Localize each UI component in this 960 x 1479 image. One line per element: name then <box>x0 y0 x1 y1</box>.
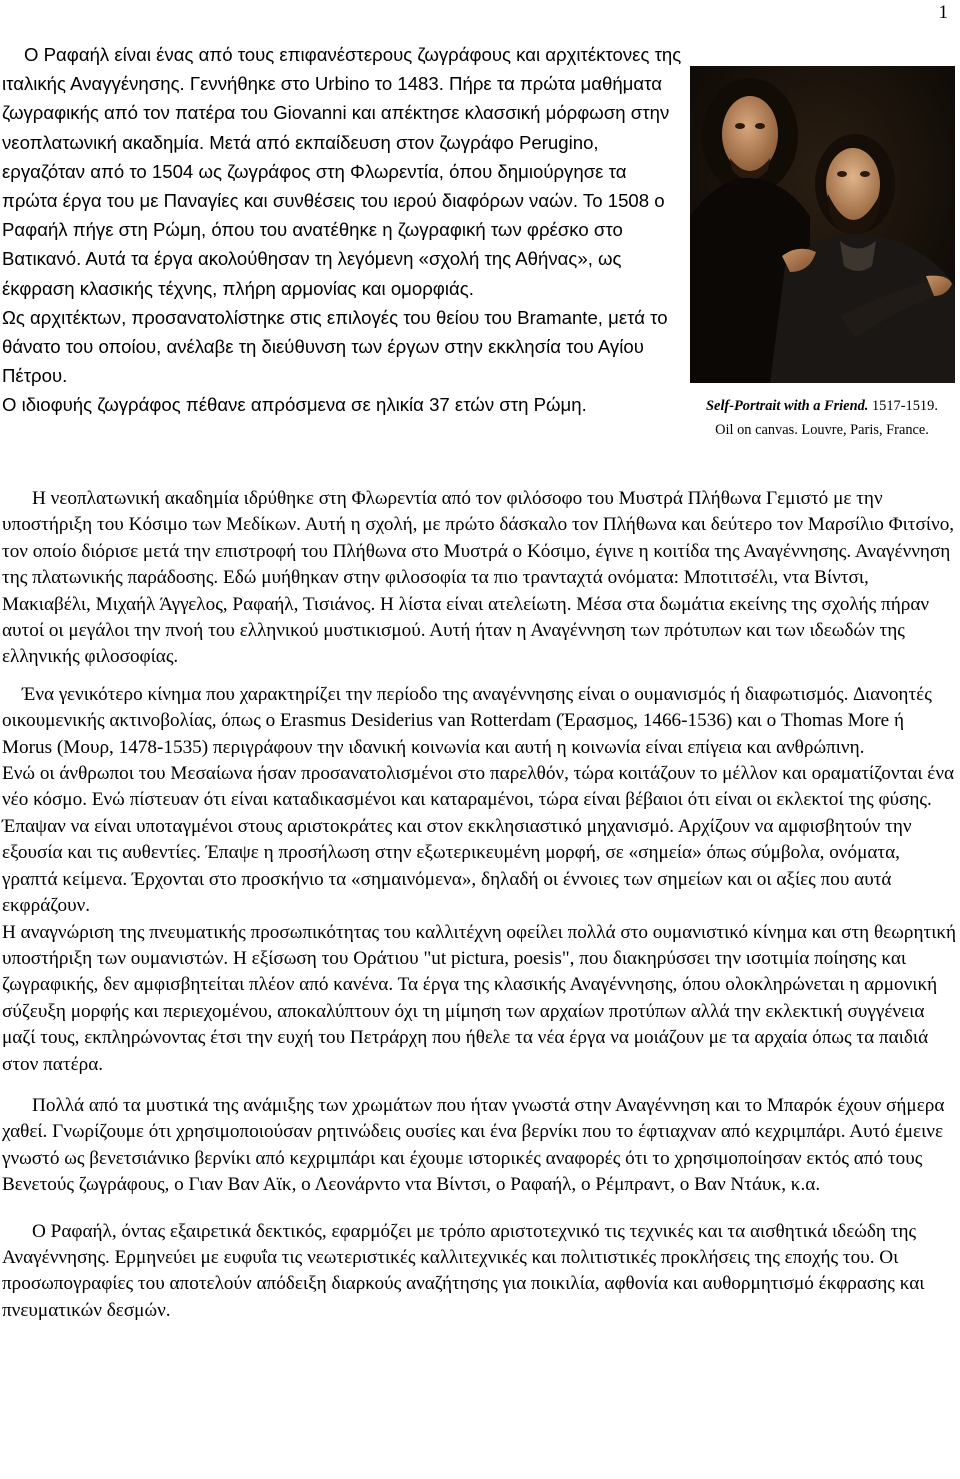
intro-paragraph-death: Ο ιδιοφυής ζωγράφος πέθανε απρόσμενα σε ηλικία 37 ετών στη Ρώμη. <box>2 394 587 416</box>
paragraph-artist-recognition: Η αναγνώριση της πνευματικής προσωπικότητας του καλλιτέχνη οφείλει πολλά στο ουμανιστικό κίνημα και στη θεωρητική υποστήριξη των ουμανιστών. Η εξίσωση του Οράτιου "ut pictura, poesis", που διακηρύσσει την ισοτιμία ποίησης και ζωγραφικής, δεν αμφισβητείται πλέον από κανένα. Τα έργα της κλασικής Αναγέννησης, όπου ολοκληρώνεται η αρμονική σύζευξη μορφής και περιεχομένου, αποκαλύπτουν όχι τη μίμηση των αρχαίων προτύπων αλλά την εκλεκτική συγγένεια μαζί τους, εκπληρώνοντας έτσι την ευχή του Πετράρχη που ήθελε τα νέα έργα να μοιάζουν με τα αρχαία όπως τα παιδιά στον πατέρα. <box>2 921 957 1075</box>
main-text-block <box>2 486 958 1324</box>
paragraph-neoplatonic-academy: Η νεοπλατωνική ακαδημία ιδρύθηκε στη Φλωρεντία από τον φιλόσοφο του Μυστρά Πλήθωνα Γεμιστό με την υποστήριξη του Κόσιμο των Μεδίκων. Αυτή η σχολή, με πρώτο δάσκαλο τον Πλήθωνα και δεύτερο τον Μαρσίλιο Φιτσίνο, τον οποίο διόρισε μετά την επιστροφή του Πλήθωνα στο Μυστρά ο Κόσιμο, έγινε η κοιτίδα της Αναγέννησης. Αναγέννηση της πλατωνικής παράδοσης. Εδώ μυήθηκαν στην φιλοσοφία τα πιο τρανταχτά ονόματα: Μποτιτσέλι, ντα Βίντσι, Μακιαβέλι, Μιχαήλ Άγγελος, Ραφαήλ, Τισιάνος. Η λίστα είναι ατελείωτη. Μέσα στα δωμάτια εκείνης της σχολής πήραν αυτοί οι μεγάλοι την πνοή του ελληνικού μυστικισμού. Αυτή ήταν η Αναγέννηση των πρότυπων και των ιδεωδών της ελληνικής φιλοσοφίας. <box>2 488 955 668</box>
intro-text-block <box>2 40 682 420</box>
paragraph-color-secrets: Πολλά από τα μυστικά της ανάμιξης των χρωμάτων που ήταν γνωστά στην Αναγέννηση και το Μπαρόκ έχουν σήμερα χαθεί. Γνωρίζουμε ότι χρησιμοποιούσαν ρητινώδεις ουσίες και ένα βερνίκι που το έφτιαχναν από κεχριμπάρι. Αυτό έμεινε γνωστό ως βενετσιάνικο βερνίκι από κεχριμπάρι και έχουμε ιστορικές αναφορές ότι το χρησιμοποίησαν εκτός από τους Βενετούς ζωγράφους, ο Γιαν Βαν Αϊκ, ο Λεονάρντο ντα Βίντσι, ο Ραφαήλ, ο Ρέμπραντ, ο Βαν Ντάυκ, κ.α. <box>2 1094 945 1196</box>
intro-paragraph-architect: Ως αρχιτέκτων, προσανατολίστηκε στις επιλογές του θείου του Bramante, μετά το θάνατο του οποίου, ανέλαβε τη διεύθυνση των έργων στην εκκλησία του Αγίου Πέτρου. <box>2 306 668 387</box>
caption-title: Self-Portrait with a Friend. <box>706 398 869 414</box>
paragraph-raphael-technique: Ο Ραφαήλ, όντας εξαιρετικά δεκτικός, εφαρμόζει με τρόπο αριστοτεχνικό τις τεχνικές και τα αισθητικά ιδεώδη της Αναγέννησης. Ερμηνεύει με ευφυΐα τις νεωτεριστικές καλλιτεχνικές και πολιτιστικές προκλήσεις της εποχής του. Οι προσωπογραφίες του αποτελούν απόδειξη διαρκούς αναζήτησης για ποικιλία, αφθονία και αυθορμητισμό έκφρασης και πνευματικών δεσμών. <box>2 1220 925 1321</box>
self-portrait-painting <box>690 66 955 383</box>
caption-details: Oil on canvas. Louvre, Paris, France. <box>715 422 929 438</box>
caption-line-title <box>686 394 958 418</box>
page-number: 1 <box>938 2 948 23</box>
paragraph-humanism: Ένα γενικότερο κίνημα που χαρακτηρίζει την περίοδο της αναγέννησης είναι ο ουμανισμός ή διαφωτισμός. ∆ιανοητές οικουμενικής ακτινοβολίας, όπως ο Erasmus Desiderius van Rotterdam (Έρασμος, 1466-1536) και ο Thomas More ή Morus (Μουρ, 1478-1535) περιγράφουν την ιδανική κοινωνία και αυτή η κοινωνία είναι επίγεια και ανθρώπινη. <box>2 683 932 758</box>
caption-years: 1517-1519. <box>868 398 938 414</box>
paragraph-medieval-contrast: Ενώ οι άνθρωποι του Μεσαίωνα ήσαν προσανατολισμένοι στο παρελθόν, τώρα κοιτάζουν το μέλλον και οραματίζονται ένα νέο κόσμο. Ενώ πίστευαν ότι είναι καταδικασμένοι και καταραμένοι, τώρα είναι βέβαιοι ότι είναι οι εκλεκτοί της φύσης. Έπαψαν να είναι υποταγμένοι στους αριστοκράτες και στον εκκλησιαστικό μηχανισμό. Αρχίζουν να αμφισβητούν την εξουσία και τις αυθεντίες. Έπαψε η προσήλωση στην εξωτερικευμένη μορφή, σε «σημεία» όπως σύμβολα, ονόματα, γραπτά κείμενα. Έρχονται στο προσκήνιο τα «σημαινόμενα», δηλαδή οι έννοιες των σημείων και οι αξίες που αυτά εκφράζουν. <box>2 763 955 917</box>
figure-caption <box>686 394 958 442</box>
intro-paragraph-biography: Ο Ραφαήλ είναι ένας από τους επιφανέστερους ζωγράφους και αρχιτέκτονες της ιταλικής Αναγγένησης. Γεννήθηκε στο Urbino το 1483. Πήρε τα πρώτα μαθήματα ζωγραφικής από τον πατέρα του Giovanni και απέκτησε κλασσική μόρφωση στην νεοπλατωνική ακαδημία. Μετά από εκπαίδευση στον ζωγράφο Perugino, εργαζόταν από το 1504 ως ζωγράφος στη Φλωρεντία, όπου δημιούργησε τα πρώτα έργα του με Παναγίες και συνθέσεις του ιερού διαφόρων ναών. Το 1508 ο Ραφαήλ πήγε στη Ρώμη, όπου του ανατέθηκε η ζωγραφική των φρέσκο στο Βατικανό. Αυτά τα έργα ακολούθησαν τη λεγόμενη «σχολή της Αθήνας», ως έκφραση κλασικής τέχνης, πλήρη αρμονίας και ομορφιάς. <box>2 44 682 299</box>
self-portrait-illustration <box>690 66 955 383</box>
